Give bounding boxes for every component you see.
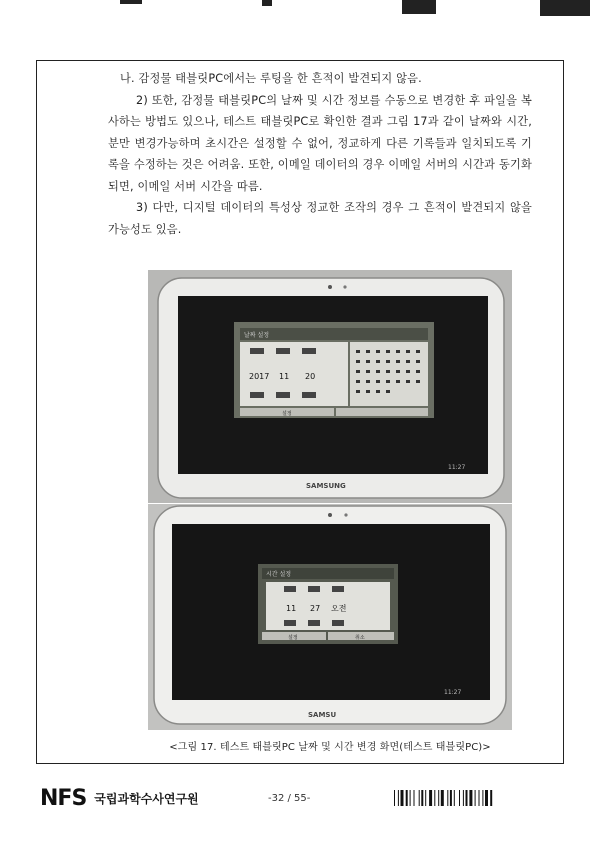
date-ok-button: 설정 — [282, 411, 292, 417]
figure-caption: <그림 17. 테스트 태블릿PC 날짜 및 시간 변경 화면(테스트 태블릿PC)> — [169, 742, 491, 753]
body-text — [108, 68, 532, 240]
month-value: 11 — [279, 372, 290, 381]
photo-tablet-time-setting — [148, 504, 512, 730]
barcode-bar — [421, 790, 423, 806]
scan-marks — [0, 0, 600, 20]
time-cancel-button: 취소 — [355, 635, 365, 641]
time-dialog-title: 시간 설정 — [266, 571, 292, 578]
paragraph: 나. 감정물 태블릿PC에서는 루팅을 한 흔적이 발견되지 않음. — [120, 72, 422, 85]
barcode-bar — [469, 790, 472, 806]
photo-tablet-date-setting — [148, 270, 512, 503]
footer-logo — [40, 786, 199, 811]
barcode-bar — [454, 790, 455, 806]
barcode-bar — [406, 790, 408, 806]
barcode-bar — [419, 790, 420, 806]
barcode-bar — [459, 790, 460, 806]
barcode-bar — [441, 790, 444, 806]
ampm-value: 오전 — [331, 604, 347, 613]
barcode-bar — [410, 790, 411, 806]
barcode-bar — [490, 790, 492, 806]
barcode-bar — [479, 790, 480, 806]
barcode-bar — [466, 790, 468, 806]
barcode-bar — [482, 790, 483, 806]
minute-value: 27 — [310, 604, 321, 613]
page-number: -32 / 55- — [268, 793, 311, 804]
barcode — [394, 790, 564, 806]
time-ok-button: 설정 — [288, 635, 298, 641]
paragraph: 3) 다만, 디지털 데이터의 특성상 정교한 조작의 경우 그 흔적이 발견되지 않을 가능성도 있음. — [108, 201, 532, 236]
status-bar-time: 11:27 — [444, 689, 462, 696]
nfs-logo: NFS — [40, 786, 87, 811]
barcode-bar — [398, 790, 399, 806]
barcode-bar — [429, 790, 432, 806]
barcode-bar — [463, 790, 464, 806]
paragraph: 2) 또한, 감정물 태블릿PC의 날짜 및 시간 정보를 수동으로 변경한 후 파일을 복사하는 방법도 있으나, 테스트 태블릿PC로 확인한 결과 그림 17과 같이 날짜와 시간, 분만 변경가능하며 초시간은 설정할 수 없어, 정교하게 다른 기록들과 일치되도록 기록을 수정하는 것은 어려움. 또한, 이메일 데이터의 경우 이메일 서버의 시간과 동기화되면, 이메일 서버 시간을 따름. — [108, 93, 532, 193]
barcode-bar — [450, 790, 452, 806]
scan-mark — [540, 0, 590, 16]
barcode-bar — [394, 790, 395, 806]
barcode-bar — [434, 790, 435, 806]
scan-mark — [120, 0, 142, 4]
barcode-bar — [485, 790, 488, 806]
barcode-bar — [438, 790, 439, 806]
barcode-bar — [447, 790, 448, 806]
tablet-image — [148, 270, 512, 503]
scan-mark — [402, 0, 436, 14]
tablet-image — [148, 504, 512, 730]
scan-mark — [262, 0, 272, 6]
org-name: 국립과학수사연구원 — [94, 792, 199, 806]
barcode-bar — [475, 790, 476, 806]
barcode-bar — [414, 790, 415, 806]
barcode-bar — [401, 790, 404, 806]
barcode-bar — [425, 790, 426, 806]
year-value: 2017 — [249, 372, 270, 381]
tablet-brand: SAMSUNG — [306, 482, 346, 490]
hour-value: 11 — [286, 604, 297, 613]
day-value: 20 — [305, 372, 316, 381]
date-dialog-title: 날짜 설정 — [244, 332, 270, 339]
status-bar-time: 11:27 — [448, 464, 466, 471]
tablet-brand: SAMSU — [308, 711, 337, 719]
